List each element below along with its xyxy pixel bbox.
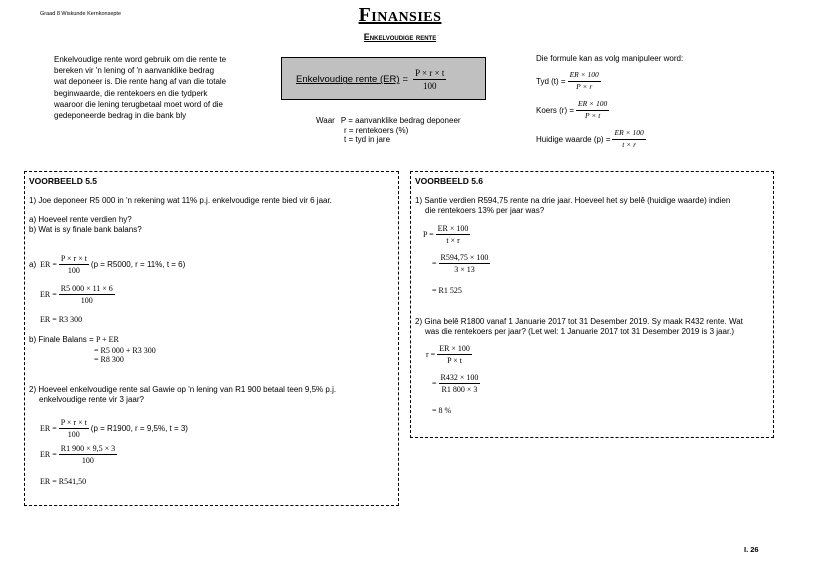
page-title: Finansies xyxy=(358,4,442,26)
ex56-q2-step2 xyxy=(432,373,482,394)
ex55-q2-fraction xyxy=(59,418,89,439)
ex55-a-answer: ER = R3 300 xyxy=(40,315,83,324)
manip-heading: Die formule kan as volg manipuleer word: xyxy=(536,54,684,63)
ex55-a-step2 xyxy=(40,284,117,305)
ex56-q2-answer: = 8 % xyxy=(432,406,452,415)
example-5-5-title: VOORBEELD 5.5 xyxy=(29,176,98,186)
ex56-p-eq: P = xyxy=(423,230,434,240)
ex56-q1-step1 xyxy=(423,224,472,245)
ex55-q2b-fraction xyxy=(59,444,117,465)
intro-line: wat deponeer is. Die rente hang af van die totale xyxy=(54,77,227,87)
koers-fraction xyxy=(576,100,609,120)
ex55-b3: = R8 300 xyxy=(94,355,124,364)
ex56-q2a-fraction xyxy=(437,344,472,365)
ex55-a-values: (p = R5000, r = 11%, t = 6) xyxy=(90,259,186,269)
intro-paragraph xyxy=(54,54,259,121)
formula-denominator: 100 xyxy=(422,81,437,92)
ex55-b-label: b) Finale Balans = xyxy=(29,335,94,344)
ex55-er-3: ER = xyxy=(40,424,57,434)
formula-eq: = xyxy=(402,74,409,86)
tyd-denominator: P × r xyxy=(576,81,593,91)
ex56-q2a-denominator: P × t xyxy=(447,356,462,366)
ex56-q1b-denominator: 3 × 13 xyxy=(454,265,475,275)
ex55-a2-numerator: R5 000 × 11 × 6 xyxy=(59,284,115,295)
ex56-r-eq: r = xyxy=(426,350,436,360)
huidige-numerator: ER × 100 xyxy=(612,129,645,140)
ex56-question-2-line1: 2) Gina belê R1800 vanaf 1 Januarie 2017 tot 31 Desember 2019. Sy maak R432 rente. Wat xyxy=(415,317,743,326)
formula-numerator: P × r × t xyxy=(413,68,446,80)
ex55-a2-fraction xyxy=(59,284,115,305)
legend-t: t = tyd in jare xyxy=(344,135,391,144)
example-5-6-title: VOORBEELD 5.6 xyxy=(415,176,484,186)
ex55-question-2-line1: 2) Hoeveel enkelvoudige rente sal Gawie op 'n lening van R1 900 betaal teen 9,5% p.j. xyxy=(29,385,337,394)
ex56-q2a-numerator: ER × 100 xyxy=(437,344,472,355)
ex55-q2-denominator: 100 xyxy=(67,430,80,440)
ex55-b2: = R5 000 + R3 300 xyxy=(94,346,156,355)
ex56-q1a-numerator: ER × 100 xyxy=(436,224,471,235)
ex56-question-1-line1: 1) Santie verdien R594,75 rente na drie jaar. Hoeveel het sy belê (huidige waarde) indien xyxy=(415,196,731,205)
ex55-b-step1 xyxy=(29,335,119,345)
example-5-5-box xyxy=(24,171,399,506)
ex55-er: ER = xyxy=(40,260,57,270)
ex56-eq-2: = xyxy=(432,379,437,389)
ex56-question-2-line2: was die rentekoers per jaar? (Let wel: 1 Januarie 2017 tot 31 Desember 2019 is 3 jaar.) xyxy=(425,327,735,336)
ex56-q2-step1 xyxy=(426,344,474,365)
intro-line: beginwaarde, die rentekoers en die tydperk xyxy=(54,88,208,98)
ex55-question-2-line2: enkelvoudige rente vir 3 jaar? xyxy=(39,395,144,404)
koers-label: Koers (r) = xyxy=(536,105,575,115)
ex55-question-1: 1) Joe deponeer R5 000 in 'n rekening wat 11% p.j. enkelvoudige rente bied vir 6 jaar. xyxy=(29,196,332,205)
tyd-label: Tyd (t) = xyxy=(536,76,566,86)
ex55-q2-values: (p = R1900, r = 9,5%, t = 3) xyxy=(90,423,188,433)
page-number: I. 26 xyxy=(744,545,759,554)
intro-line: gedeponeerde bedrag in die bank bly xyxy=(54,111,187,121)
ex56-q1b-numerator: R594,75 × 100 xyxy=(439,253,491,264)
legend-waar: Waar xyxy=(316,116,335,125)
ex56-q2b-fraction xyxy=(439,373,481,394)
ex55-a-numerator: P × r × t xyxy=(59,254,89,265)
ex56-q1-answer: = R1 525 xyxy=(432,286,462,295)
intro-line: waaroor die lening terugbetaal moet word of die xyxy=(54,99,223,109)
legend-p: P = aanvanklike bedrag deponeer xyxy=(340,116,461,125)
ex55-b1: P + ER xyxy=(95,335,119,344)
ex55-a-step1 xyxy=(29,254,185,275)
page-subtitle: Enkelvoudige rente xyxy=(363,32,437,42)
ex55-q2-step1 xyxy=(40,418,188,439)
koers-denominator: P × t xyxy=(584,110,601,120)
ex56-q2b-numerator: R432 × 100 xyxy=(439,373,481,384)
ex56-question-1-line2: die rentekoers 13% per jaar was? xyxy=(425,206,545,215)
ex56-q1b-fraction xyxy=(439,253,491,274)
ex56-eq-1: = xyxy=(432,259,437,269)
ex55-q2b-numerator: R1 900 × 9,5 × 3 xyxy=(59,444,117,455)
ex56-q2b-denominator: R1 800 × 3 xyxy=(441,385,478,395)
intro-line: bereken vir 'n lening of 'n aanvanklike bedrag xyxy=(54,66,215,76)
legend-r: r = rentekoers (%) xyxy=(344,125,409,135)
intro-line: Enkelvoudige rente word gebruik om die rente te xyxy=(54,55,227,64)
ex55-er-4: ER = xyxy=(40,450,57,460)
ex55-a-label: a) xyxy=(29,259,37,269)
ex55-er-2: ER = xyxy=(40,290,57,300)
ex55-question-1a: a) Hoeveel rente verdien hy? xyxy=(29,215,132,224)
ex55-a-denominator: 100 xyxy=(67,266,80,276)
ex55-q2-numerator: P × r × t xyxy=(59,418,89,429)
formula-fraction xyxy=(413,68,446,92)
example-5-6-box xyxy=(410,171,774,438)
ex55-a-fraction xyxy=(59,254,89,275)
huidige-fraction xyxy=(612,129,645,149)
ex55-q2-step2 xyxy=(40,444,119,465)
ex55-q2-answer: ER = R541,50 xyxy=(40,477,87,486)
tyd-fraction xyxy=(568,71,601,91)
ex55-question-1b: b) Wat is sy finale bank balans? xyxy=(29,225,142,234)
huidige-denominator: t × r xyxy=(622,139,637,149)
koers-numerator: ER × 100 xyxy=(576,100,609,111)
formula-lhs: Enkelvoudige rente (ER) xyxy=(296,74,400,86)
ex56-q1-step2 xyxy=(432,253,492,274)
ex56-q1a-fraction xyxy=(436,224,471,245)
header-note: Graad 8 Wiskunde Kernkonsepte xyxy=(40,11,122,17)
ex55-a2-denominator: 100 xyxy=(80,296,93,306)
variable-legend xyxy=(316,116,461,145)
ex56-q1a-denominator: t × r xyxy=(446,236,460,246)
main-formula-box xyxy=(281,57,486,100)
tyd-numerator: ER × 100 xyxy=(568,71,601,82)
huidige-label: Huidige waarde (p) = xyxy=(536,134,611,144)
ex55-q2b-denominator: 100 xyxy=(81,456,94,466)
